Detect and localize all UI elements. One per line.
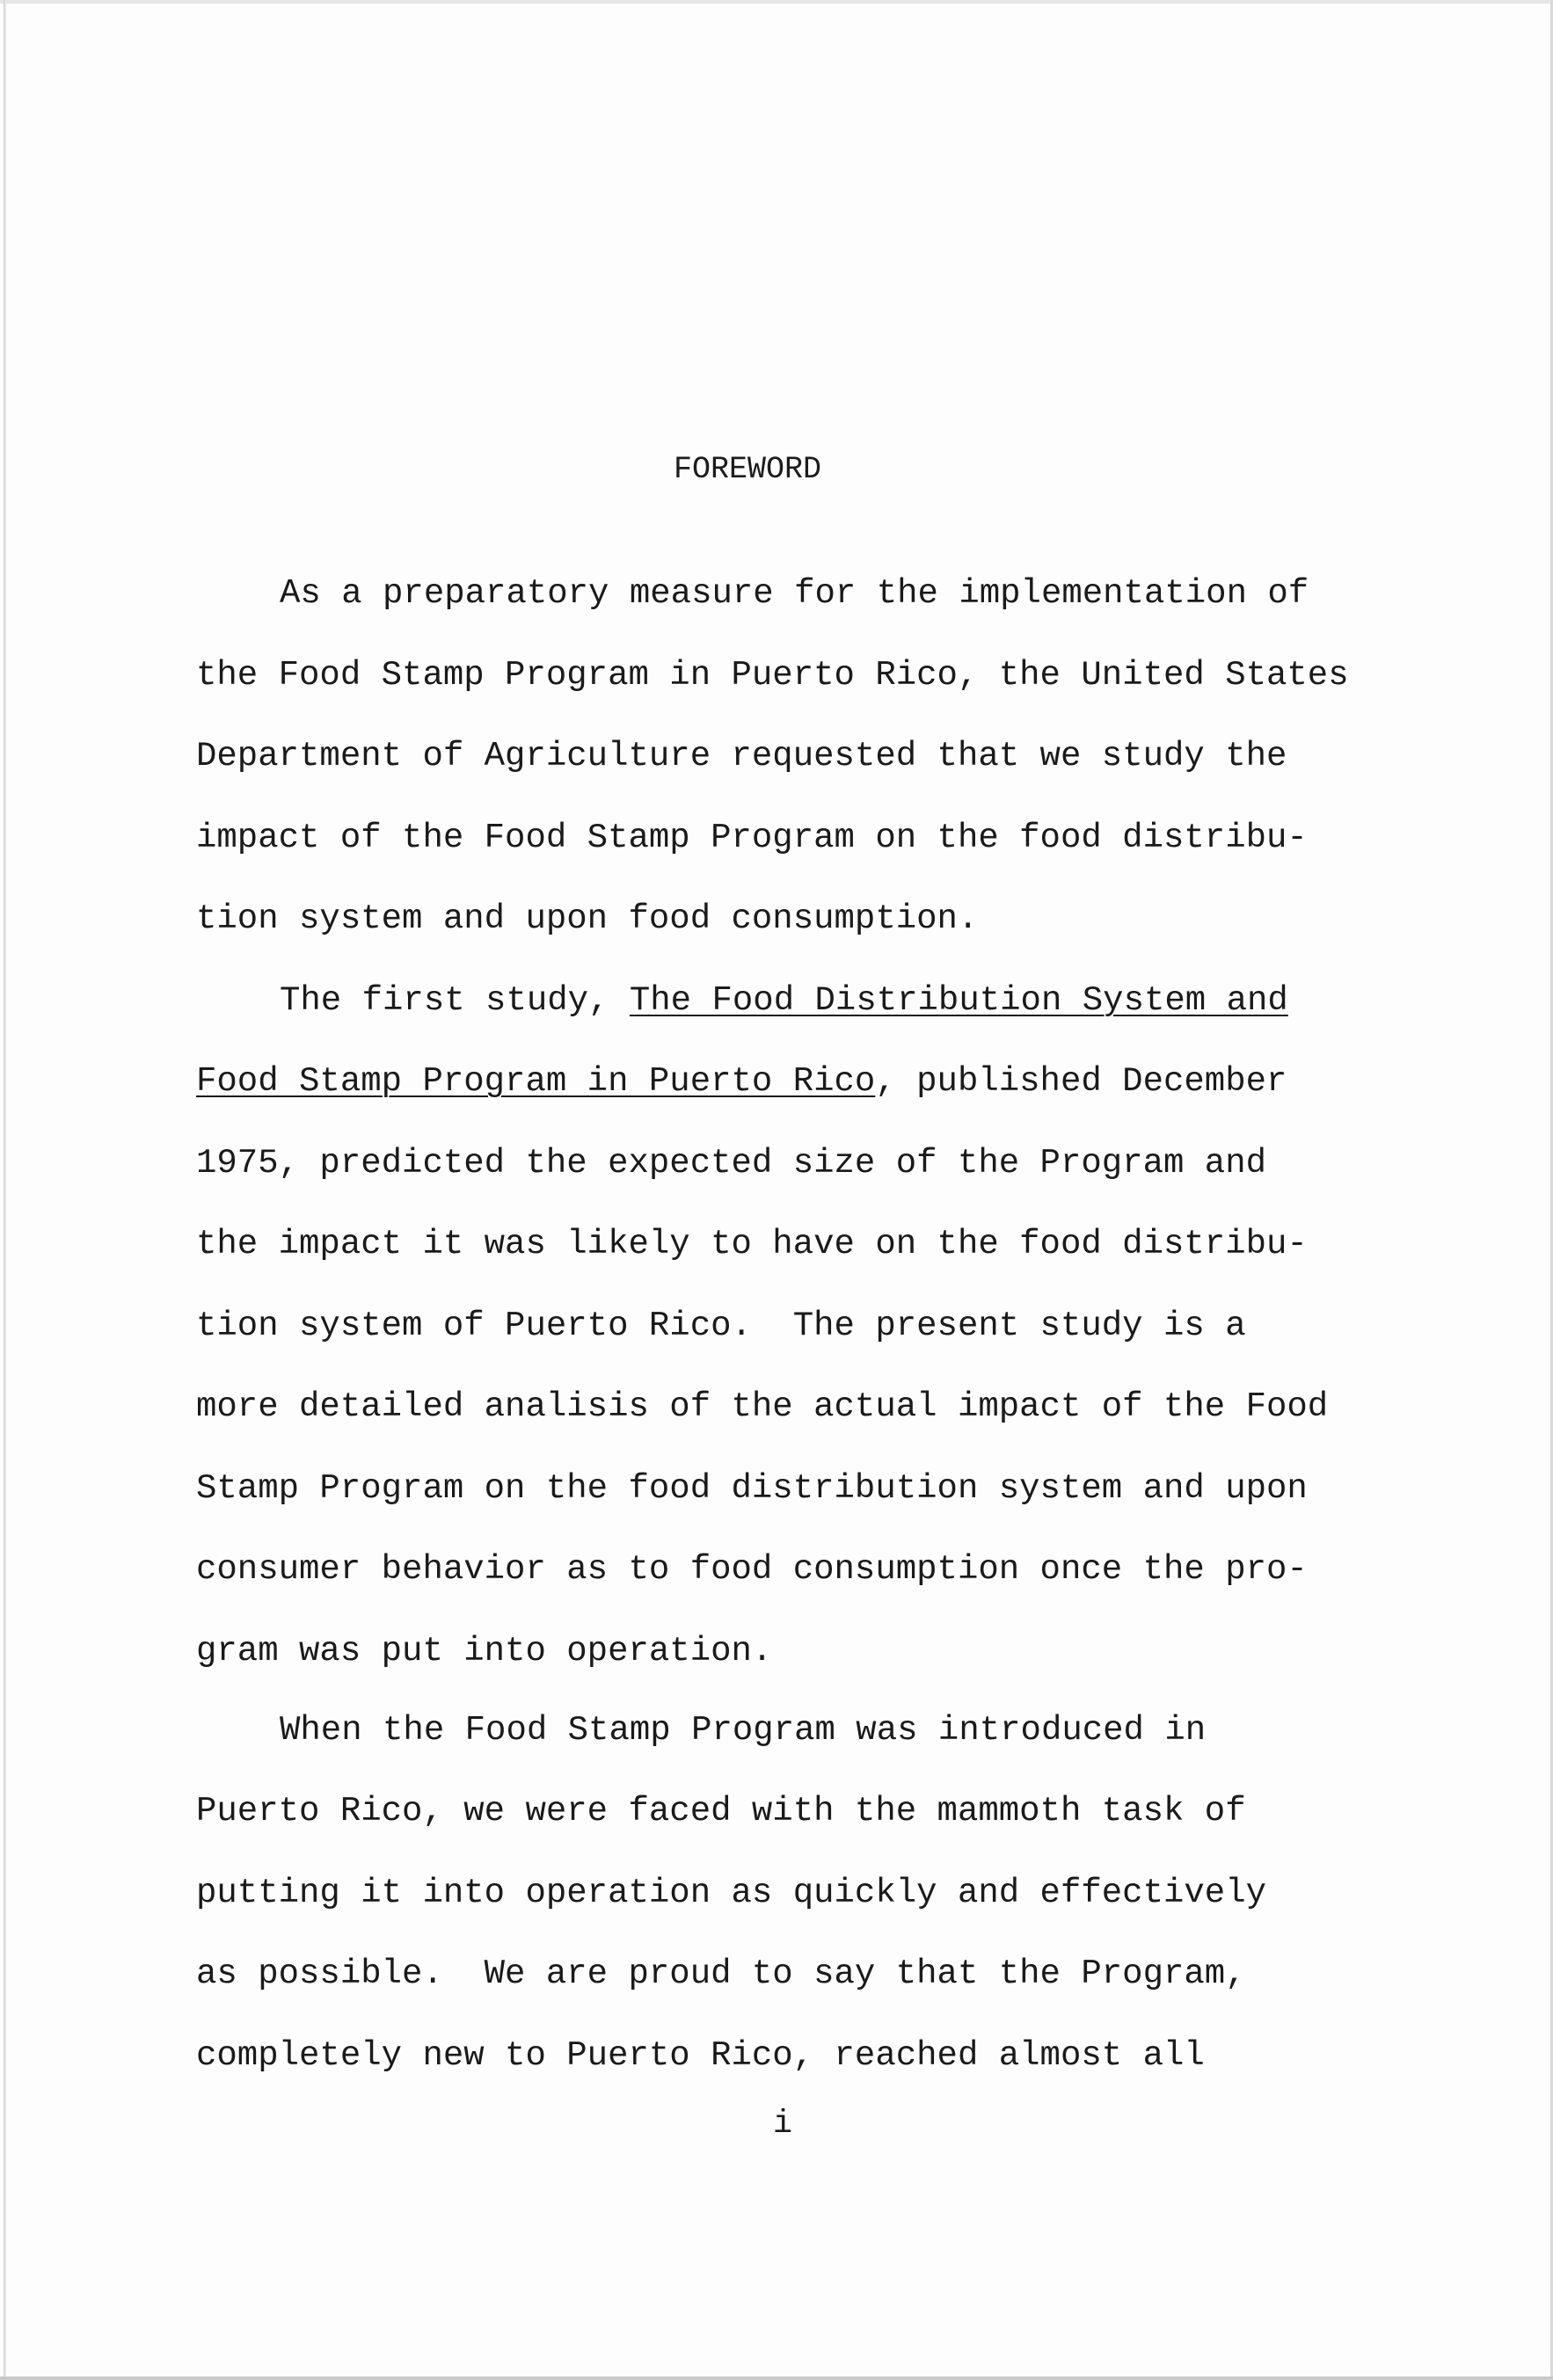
paragraph-2-line-5: tion system of Puerto Rico. The present study is a [196, 1306, 1246, 1345]
paragraph-2-line-3: 1975, predicted the expected size of the Program and [196, 1144, 1266, 1183]
paragraph-2-line-4: the impact it was likely to have on the food distribu- [196, 1225, 1308, 1263]
paragraph-2-line-1-prefix: The first study, [280, 981, 630, 1020]
paragraph-1-line-5: tion system and upon food consumption. [196, 899, 979, 938]
cited-study-title-part-2: Food Stamp Program in Puerto Rico [196, 1062, 876, 1101]
paragraph-2-line-2 [196, 1061, 1287, 1102]
paragraph-2-line-6: more detailed analisis of the actual impact of the Food [196, 1387, 1329, 1426]
paragraph-1-line-4: impact of the Food Stamp Program on the food distribu- [196, 819, 1308, 857]
paragraph-1-line-1: As a preparatory measure for the implementation of [280, 574, 1309, 613]
page-edge-top [0, 0, 1553, 4]
page-title: FOREWORD [673, 452, 822, 487]
paragraph-3-line-2: Puerto Rico, we were faced with the mammoth task of [196, 1792, 1246, 1830]
paragraph-2-line-7: Stamp Program on the food distribution system and upon [196, 1469, 1308, 1508]
paragraph-2-line-2-suffix: , published December [875, 1062, 1287, 1101]
paragraph-1-line-2: the Food Stamp Program in Puerto Rico, the United States [196, 656, 1349, 695]
page-number: i [772, 2106, 793, 2143]
cited-study-title-part-1: The Food Distribution System and [629, 981, 1288, 1020]
paragraph-2-line-8: consumer behavior as to food consumption once the pro- [196, 1550, 1308, 1589]
paragraph-1-line-3: Department of Agriculture requested that we study the [196, 737, 1287, 775]
paragraph-3-line-4: as possible. We are proud to say that the Program, [196, 1954, 1246, 1993]
page-edge-bottom [0, 2376, 1553, 2380]
paragraph-2-line-9: gram was put into operation. [196, 1632, 773, 1670]
paragraph-2-line-1 [280, 980, 1288, 1021]
paragraph-3-line-5: completely new to Puerto Rico, reached almost all [196, 2036, 1205, 2075]
paragraph-3-line-1: When the Food Stamp Program was introduced in [280, 1711, 1207, 1750]
paragraph-3-line-3: putting it into operation as quickly and effectively [196, 1874, 1266, 1912]
page-edge-left [4, 0, 6, 2380]
